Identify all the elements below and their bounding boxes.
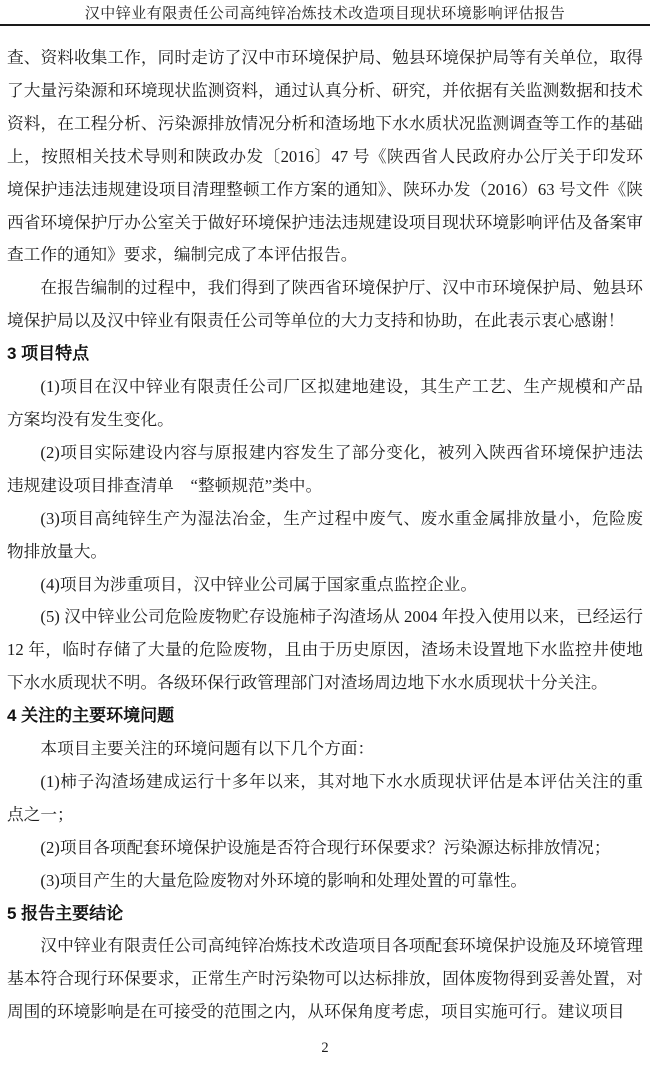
section-heading-4: 4 关注的主要环境问题 [7, 706, 175, 726]
document-body [7, 42, 643, 1029]
body-paragraph: 汉中锌业有限责任公司高纯锌冶炼技术改造项目各项配套环境保护设施及环境管理基本符合现行环保要求，正常生产时污染物可以达标排放，固体废物得到妥善处置，对周围的环境影响是在可接受的范围之内，从环保角度考虑，项目实施可行。建议项目 [7, 936, 643, 1022]
page-header [0, 0, 650, 26]
body-paragraph: (5) 汉中锌业公司危险废物贮存设施柿子沟渣场从 2004 年投入使用以来，已经运行 12 年，临时存储了大量的危险废物，且由于历史原因，渣场未设置地下水监控井使地下水水质现状不明。各级环保行政管理部门对渣场周边地下水水质现状十分关注。 [7, 607, 643, 693]
page-number: 2 [321, 1040, 329, 1056]
body-paragraph: (3)项目产生的大量危险废物对外环境的影响和处理处置的可靠性。 [40, 870, 528, 890]
body-paragraph: 查、资料收集工作，同时走访了汉中市环境保护局、勉县环境保护局等有关单位，取得了大量污染源和环境现状监测资料，通过认真分析、研究，并依据有关监测数据和技术资料，在工程分析、污染源排放情况分析和渣场地下水水质状况监测调查等工作的基础上，按照相关技术导则和陕政办发〔2016〕47 号《陕西省人民政府办公厅关于印发环境保护违法违规建设项目清理整顿工作方案的通知》、陕环办发（2016）63 号文件《陕西省环境保护厅办公室关于做好环境保护违法违规建设项目现状环境影响评估及备案审查工作的通知》要求，编制完成了本评估报告。 [7, 48, 643, 265]
body-paragraph: (2)项目实际建设内容与原报建内容发生了部分变化，被列入陕西省环境保护违法违规建设项目排查清单 “整顿规范”类中。 [7, 442, 643, 495]
body-paragraph: (1)项目在汉中锌业有限责任公司厂区拟建地建设，其生产工艺、生产规模和产品方案均没有发生变化。 [7, 377, 643, 429]
section-heading-3: 3 项目特点 [7, 344, 90, 364]
section-heading-5: 5 报告主要结论 [7, 903, 124, 923]
body-paragraph: 本项目主要关注的环境问题有以下几个方面： [40, 739, 375, 759]
body-paragraph: (4)项目为涉重项目，汉中锌业公司属于国家重点监控企业。 [40, 574, 478, 594]
body-paragraph: (2)项目各项配套环境保护设施是否符合现行环保要求？污染源达标排放情况； [40, 837, 611, 857]
header-rule [0, 24, 650, 26]
body-paragraph: 在报告编制的过程中，我们得到了陕西省环境保护厅、汉中市环境保护局、勉县环境保护局以及汉中锌业有限责任公司等单位的大力支持和协助，在此表示衷心感谢！ [7, 278, 643, 331]
body-paragraph: (1)柿子沟渣场建成运行十多年以来，其对地下水水质现状评估是本评估关注的重点之一； [7, 771, 643, 824]
page-footer [0, 1040, 650, 1056]
body-paragraph: (3)项目高纯锌生产为湿法冶金，生产过程中废气、废水重金属排放量小，危险废物排放量大。 [7, 508, 643, 561]
header-title: 汉中锌业有限责任公司高纯锌冶炼技术改造项目现状环境影响评估报告 [84, 6, 566, 22]
